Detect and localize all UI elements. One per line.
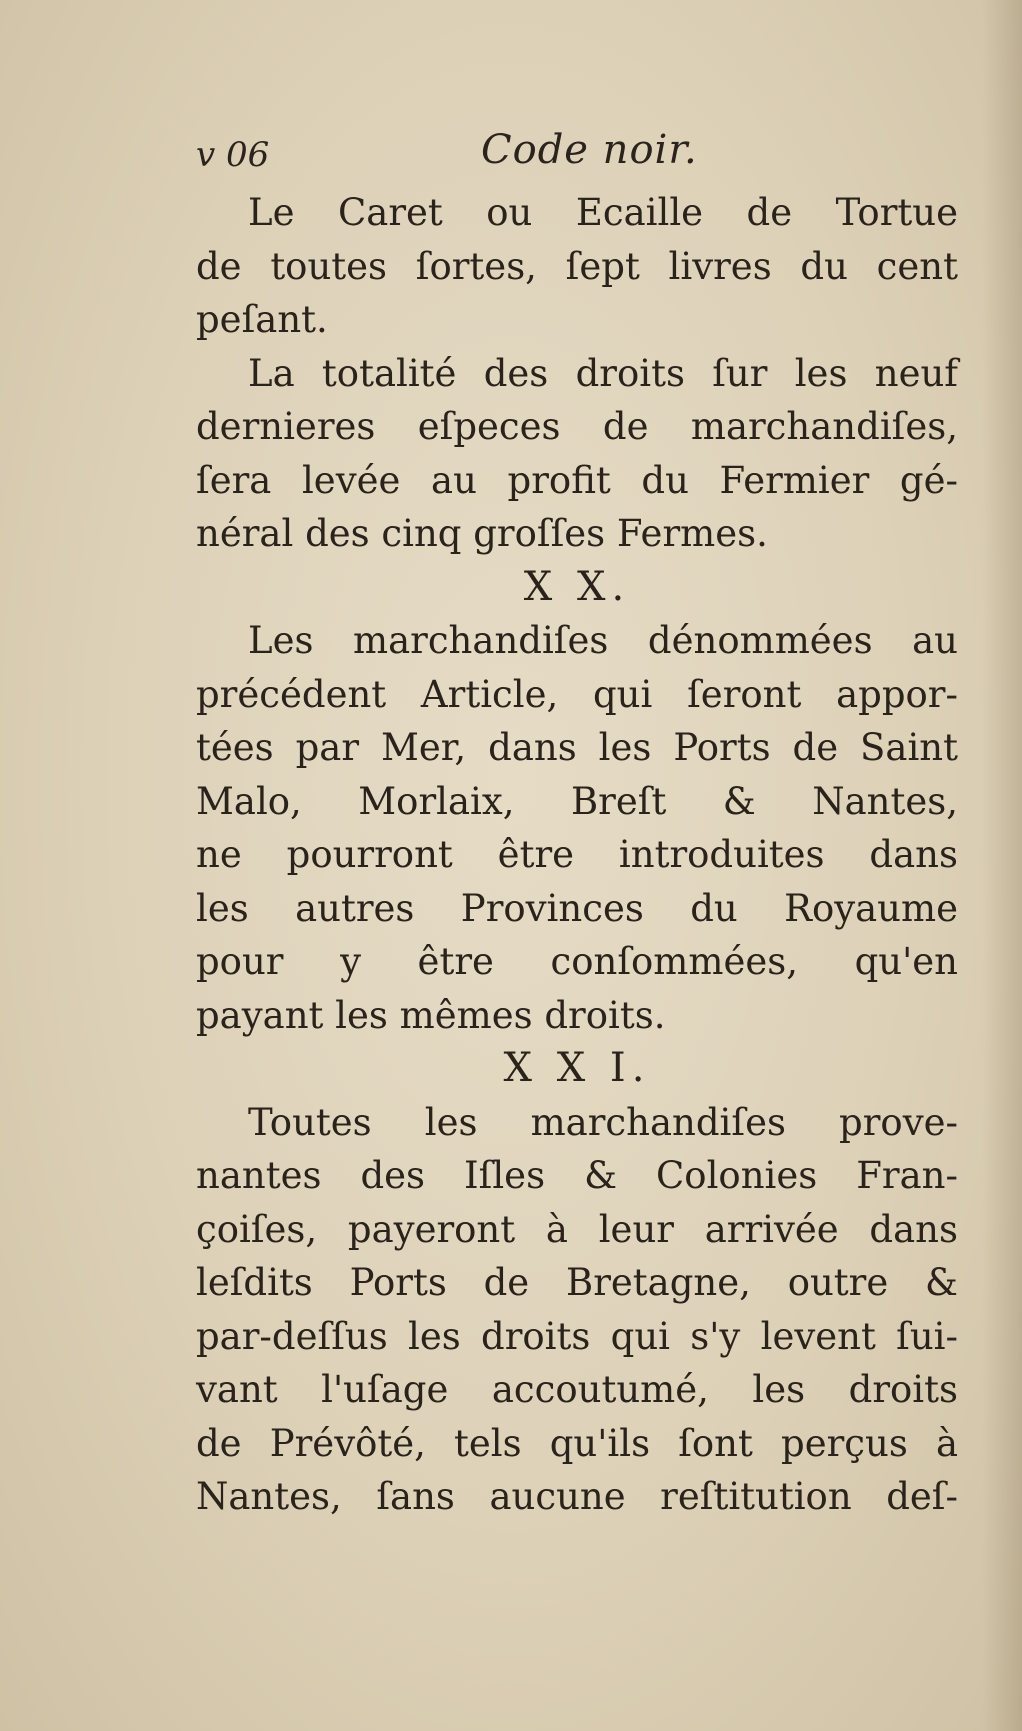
running-title: Code noir. xyxy=(481,127,698,173)
text-line: ne pourront être introduites dans xyxy=(196,833,958,876)
text-line: payant les mêmes droits. xyxy=(196,993,666,1037)
article-heading-xx: X X. xyxy=(523,563,631,610)
text-line: leſdits Ports de Bretagne, outre & xyxy=(196,1261,958,1304)
text-line: çoiſes, payeront à leur arrivée dans xyxy=(196,1207,958,1251)
text-line: dernieres eſpeces de marchandiſes, xyxy=(196,405,958,448)
text-line: tées par Mer, dans les Ports de Saint xyxy=(196,726,958,769)
page-edge-shadow xyxy=(982,0,1022,1731)
text-line: Nantes, ſans aucune reſtitution deſ- xyxy=(196,1475,958,1518)
text-line: Le Caret ou Ecaille de Tortue xyxy=(248,191,958,234)
text-line: pour y être conſommées, qu'en xyxy=(196,940,958,983)
text-line: de toutes ſortes, ſept livres du cent xyxy=(196,244,958,288)
text-line: de Prévôté, tels qu'ils ſont perçus à xyxy=(196,1421,958,1465)
body-text xyxy=(196,186,958,1524)
text-line: précédent Article, qui ſeront appor- xyxy=(196,672,958,716)
text-line: Toutes les marchandiſes prove- xyxy=(248,1100,958,1144)
page-number: v 06 xyxy=(196,135,270,175)
text-line: vant l'uſage accoutumé, les droits xyxy=(196,1368,958,1411)
text-line: les autres Provinces du Royaume xyxy=(196,886,958,930)
text-line: par-deſſus les droits qui s'y levent ſui- xyxy=(196,1314,958,1358)
text-line: La totalité des droits ſur les neuf xyxy=(248,351,958,395)
text-line: nantes des Iſles & Colonies Fran- xyxy=(196,1154,958,1197)
text-line: peſant. xyxy=(196,298,328,341)
article-heading-xxi: X X I. xyxy=(503,1045,651,1091)
text-line: ſera levée au profit du Fermier gé- xyxy=(196,458,958,502)
page-header xyxy=(196,127,956,185)
text-line: Les marchandiſes dénommées au xyxy=(248,619,958,662)
text-line: néral des cinq groſſes Fermes. xyxy=(196,512,768,555)
text-line: Malo, Morlaix, Breſt & Nantes, xyxy=(196,779,958,823)
